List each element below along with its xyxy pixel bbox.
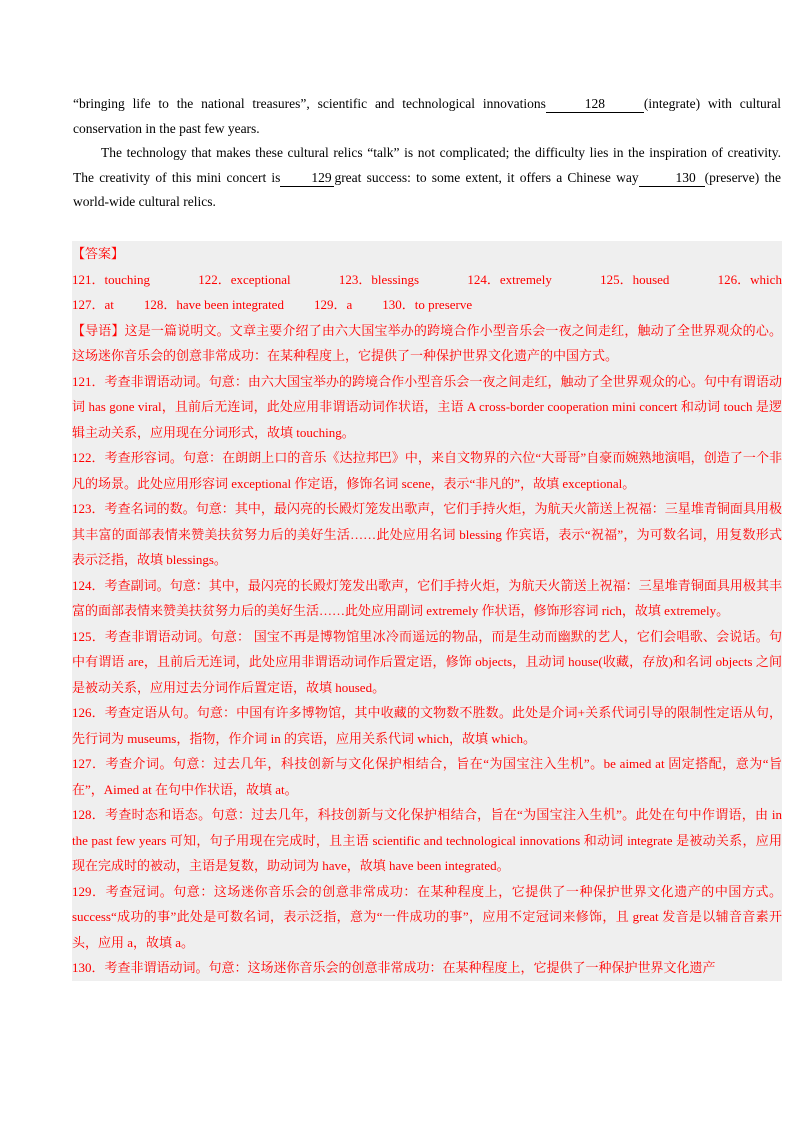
passage-text: (integrate) with cultural conservation in the past few years. — [73, 96, 781, 136]
explanation-121: 121．考查非谓语动词。句意：由六大国宝举办的跨境合作小型音乐会一夜之间走红，触动了全世界观众的心。句中有谓语动词 has gone viral，且前后无连词，此处应用非谓语动词作状语，主语 A cross-border cooperation mini concert 和动词 touch 是逻辑主动关系，应用现在分词形式，故填 touching。 — [72, 373, 782, 440]
explanation-128: 128．考查时态和语态。句意：过去几年，科技创新与文化保护相结合，旨在“为国宝注入生机”。此处在句中作谓语，由 in the past few years 可知，句子用现在完成时，且主语 scientific and technological innovations 和动词 integrate 是被动关系，应用现在完成时的被动，主语是复数，助动词为 have，故填 have been integrated。 — [72, 807, 782, 873]
blank-129: 129 — [280, 170, 334, 187]
answer-item: 128．have been integrated — [143, 297, 284, 312]
explanation-122: 122．考查形容词。句意：在朗朗上口的音乐《达拉邦巴》中，来自文物界的六位“大哥哥”自豪而婉熟地演唱，创造了一个非凡的场景。此处应用形容词 exceptional 作定语，修饰名词 scene，表示“非凡的”，故填 exceptional。 — [72, 450, 782, 491]
answer-row — [72, 292, 782, 318]
answer-item: 127．at — [72, 297, 114, 312]
answer-item: 123．blessings — [338, 271, 420, 287]
passage-text: (preserve) the world-wide cultural relics. — [73, 169, 781, 209]
answer-item: 129．a — [313, 297, 353, 312]
passage-text: “bringing life to the national treasures”, scientific and technological innovations — [73, 96, 546, 111]
answer-item: 121．touching — [72, 271, 150, 287]
explanation-125: 125．考查非谓语动词。句意： 国宝不再是博物馆里冰冷而遥远的物品，而是生动而幽默的艺人，它们会唱歌、会说话。句中有谓语 are，且前后无连词，此处应用非谓语动词作后置定语，修饰 objects，且动词 house(收藏，存放)和名词 objects 之间是被动关系，应用过去分词作后置定语，故填 housed。 — [72, 628, 782, 695]
passage-paragraph-2 — [73, 141, 781, 215]
passage-paragraph-1 — [73, 92, 781, 141]
explanation-123: 123．考查名词的数。句意：其中，最闪亮的长殿灯笼发出歌声，它们手持火炬，为航天火箭送上祝福：三星堆青铜面具用极其丰富的面部表情来赞美扶贫努力后的美好生活……此处应用名词 blessing 作宾语，表示“祝福”，为可数名词，用复数形式表示泛指，故填 blessings。 — [72, 501, 782, 567]
answer-item: 130．to preserve — [382, 297, 473, 312]
explanation-126: 126．考查定语从句。句意：中国有许多博物馆，其中收藏的文物数不胜数。此处是介词+关系代词引导的限制性定语从句，先行词为 museums，指物，作介词 in 的宾语，应用关系代词 which，故填 which。 — [72, 705, 782, 746]
passage-text: The technology that makes these cultural relics “talk” is not complicated; the difficulty lies in the inspiration of creativity. The creativity of this mini concert is — [73, 145, 781, 185]
blank-128: 128 — [546, 96, 644, 113]
answer-section — [72, 241, 782, 981]
explanation-130: 130．考查非谓语动词。句意：这场迷你音乐会的创意非常成功：在某种程度上，它提供了一种保护世界文化遗产 — [72, 960, 716, 975]
explanation-124: 124．考查副词。句意：其中，最闪亮的长殿灯笼发出歌声，它们手持火炬，为航天火箭送上祝福：三星堆青铜面具用极其丰富的面部表情来赞美扶贫努力后的美好生活……此处应用副词 extremely 作状语，修饰形容词 rich，故填 extremely。 — [72, 577, 782, 618]
answer-item: 122．exceptional — [198, 271, 291, 287]
answer-item: 126．which — [717, 271, 782, 287]
blank-130: 130 — [639, 170, 705, 187]
answer-item: 124．extremely — [467, 271, 552, 287]
explanation-129: 129．考查冠词。句意：这场迷你音乐会的创意非常成功：在某种程度上，它提供了一种保护世界文化遗产的中国方式。success“成功的事”此处是可数名词，表示泛指，意为“一件成功的事”，应用不定冠词来修饰，且 great 发音是以辅音音素开头，应用 a，故填 a。 — [72, 883, 782, 950]
explanation-127: 127．考查介词。句意：过去几年，科技创新与文化保护相结合，旨在“为国宝注入生机”。be aimed at 固定搭配，意为“旨在”，Aimed at 在句中作状语，故填 at。 — [72, 756, 782, 797]
answer-item: 125．housed — [600, 271, 670, 287]
passage-section — [73, 92, 781, 215]
answer-row — [72, 267, 782, 293]
guide-paragraph: 【导语】这是一篇说明文。文章主要介绍了由六大国宝举办的跨境合作小型音乐会一夜之间走红，触动了全世界观众的心。这场迷你音乐会的创意非常成功：在某种程度上，它提供了一种保护世界文化遗产的中国方式。 — [72, 322, 782, 363]
answer-heading: 【答案】 — [72, 246, 125, 261]
passage-text: great success: to some extent, it offers a Chinese way — [334, 169, 639, 185]
